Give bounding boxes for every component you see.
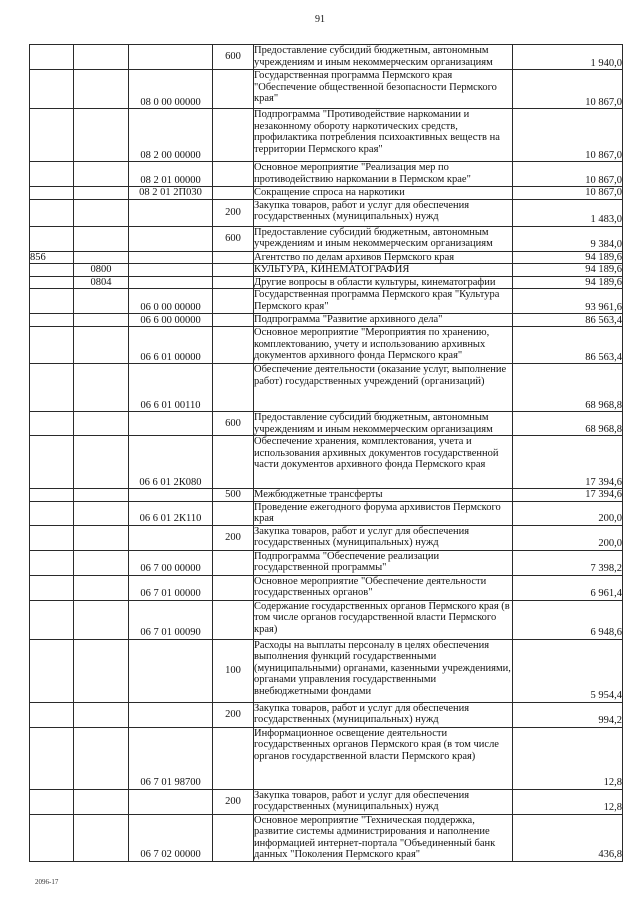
cell-target-article-code: 06 7 01 00090 [129, 600, 213, 639]
cell-section-code [74, 364, 129, 412]
cell-section-code [74, 575, 129, 600]
cell-section-code [74, 70, 129, 109]
cell-ministry-code [30, 264, 74, 277]
cell-item-name: Обеспечение деятельности (оказание услуг, выполнение работ) государственных учреждений (организаций) [254, 364, 513, 412]
table-row [30, 199, 623, 226]
cell-expense-type-code: 200 [213, 702, 254, 727]
cell-expense-type-code [213, 162, 254, 187]
cell-amount: 12,8 [513, 727, 623, 789]
cell-target-article-code: 06 7 01 00000 [129, 575, 213, 600]
cell-expense-type-code [213, 436, 254, 489]
cell-amount: 1 940,0 [513, 45, 623, 70]
cell-ministry-code [30, 109, 74, 162]
table-row [30, 412, 623, 436]
table-row [30, 314, 623, 327]
cell-target-article-code [129, 276, 213, 289]
table-row [30, 489, 623, 502]
cell-ministry-code [30, 814, 74, 861]
cell-expense-type-code [213, 600, 254, 639]
cell-ministry-code [30, 489, 74, 502]
cell-ministry-code [30, 525, 74, 550]
cell-expense-type-code: 200 [213, 199, 254, 226]
cell-ministry-code [30, 436, 74, 489]
cell-section-code [74, 436, 129, 489]
cell-expense-type-code: 600 [213, 226, 254, 251]
cell-target-article-code: 06 7 00 00000 [129, 550, 213, 575]
cell-expense-type-code: 100 [213, 639, 254, 702]
cell-amount: 10 867,0 [513, 109, 623, 162]
cell-amount: 86 563,4 [513, 327, 623, 364]
cell-section-code [74, 251, 129, 264]
cell-ministry-code [30, 600, 74, 639]
cell-target-article-code: 06 7 01 98700 [129, 727, 213, 789]
table-row [30, 264, 623, 277]
cell-item-name: КУЛЬТУРА, КИНЕМАТОГРАФИЯ [254, 264, 513, 277]
cell-section-code [74, 501, 129, 525]
table-row [30, 702, 623, 727]
table-row [30, 436, 623, 489]
cell-expense-type-code [213, 70, 254, 109]
table-row [30, 327, 623, 364]
cell-item-name: Подпрограмма "Обеспечение реализации государственной программы" [254, 550, 513, 575]
cell-section-code [74, 314, 129, 327]
cell-section-code [74, 327, 129, 364]
cell-target-article-code: 06 6 01 2К080 [129, 436, 213, 489]
budget-table [29, 44, 623, 862]
cell-section-code [74, 639, 129, 702]
cell-ministry-code [30, 550, 74, 575]
cell-item-name: Предоставление субсидий бюджетным, автономным учреждениям и иным некоммерческим организациям [254, 412, 513, 436]
cell-target-article-code: 06 6 01 2К110 [129, 501, 213, 525]
cell-item-name: Закупка товаров, работ и услуг для обеспечения государственных (муниципальных) нужд [254, 789, 513, 814]
cell-section-code [74, 600, 129, 639]
table-row [30, 70, 623, 109]
cell-expense-type-code [213, 251, 254, 264]
cell-ministry-code [30, 639, 74, 702]
cell-target-article-code [129, 639, 213, 702]
cell-ministry-code [30, 575, 74, 600]
cell-amount: 94 189,6 [513, 264, 623, 277]
table-row [30, 575, 623, 600]
cell-item-name: Государственная программа Пермского края "Обеспечение общественной безопасности Пермского края" [254, 70, 513, 109]
cell-expense-type-code [213, 814, 254, 861]
cell-ministry-code [30, 226, 74, 251]
cell-section-code [74, 489, 129, 502]
cell-section-code [74, 289, 129, 314]
cell-target-article-code [129, 251, 213, 264]
cell-amount: 1 483,0 [513, 199, 623, 226]
cell-ministry-code [30, 289, 74, 314]
cell-ministry-code [30, 327, 74, 364]
cell-amount: 10 867,0 [513, 70, 623, 109]
cell-item-name: Основное мероприятие "Техническая поддержка, развитие системы администрирования и наполнение информацией интернет-портала "Объединенный банк данных "Поколения Пермского края" [254, 814, 513, 861]
cell-section-code [74, 814, 129, 861]
cell-item-name: Предоставление субсидий бюджетным, автономным учреждениям и иным некоммерческим организациям [254, 45, 513, 70]
cell-expense-type-code [213, 264, 254, 277]
table-row [30, 639, 623, 702]
cell-target-article-code [129, 789, 213, 814]
table-row [30, 109, 623, 162]
cell-target-article-code [129, 412, 213, 436]
cell-target-article-code: 06 6 01 00110 [129, 364, 213, 412]
cell-section-code [74, 45, 129, 70]
table-row [30, 364, 623, 412]
cell-item-name: Закупка товаров, работ и услуг для обеспечения государственных (муниципальных) нужд [254, 702, 513, 727]
cell-amount: 5 954,4 [513, 639, 623, 702]
cell-amount: 17 394,6 [513, 489, 623, 502]
table-row [30, 550, 623, 575]
cell-expense-type-code [213, 109, 254, 162]
cell-ministry-code [30, 199, 74, 226]
cell-amount: 7 398,2 [513, 550, 623, 575]
cell-amount: 10 867,0 [513, 162, 623, 187]
cell-section-code [74, 412, 129, 436]
cell-item-name: Информационное освещение деятельности государственных органов Пермского края (в том числе органов государственной власти Пермского края) [254, 727, 513, 789]
cell-section-code: 0800 [74, 264, 129, 277]
cell-expense-type-code [213, 289, 254, 314]
cell-section-code [74, 550, 129, 575]
cell-target-article-code [129, 702, 213, 727]
footer-document-code: 2096-17 [35, 878, 59, 886]
cell-expense-type-code [213, 550, 254, 575]
cell-ministry-code [30, 45, 74, 70]
table-row [30, 727, 623, 789]
cell-amount: 9 384,0 [513, 226, 623, 251]
cell-target-article-code: 06 0 00 00000 [129, 289, 213, 314]
cell-item-name: Агентство по делам архивов Пермского края [254, 251, 513, 264]
cell-target-article-code [129, 489, 213, 502]
table-row [30, 45, 623, 70]
cell-item-name: Обеспечение хранения, комплектования, учета и использования архивных документов государственной части документов архивного фонда Пермского края [254, 436, 513, 489]
cell-section-code [74, 702, 129, 727]
cell-item-name: Содержание государственных органов Пермского края (в том числе органов государственной власти Пермского края) [254, 600, 513, 639]
table-row [30, 600, 623, 639]
cell-amount: 200,0 [513, 525, 623, 550]
cell-ministry-code [30, 162, 74, 187]
cell-item-name: Государственная программа Пермского края "Культура Пермского края" [254, 289, 513, 314]
cell-section-code: 0804 [74, 276, 129, 289]
cell-target-article-code: 06 6 00 00000 [129, 314, 213, 327]
table-row [30, 226, 623, 251]
cell-target-article-code: 08 2 01 2П030 [129, 187, 213, 200]
cell-amount: 86 563,4 [513, 314, 623, 327]
cell-item-name: Проведение ежегодного форума архивистов Пермского края [254, 501, 513, 525]
cell-expense-type-code: 600 [213, 45, 254, 70]
cell-ministry-code [30, 789, 74, 814]
cell-amount: 68 968,8 [513, 364, 623, 412]
cell-target-article-code: 08 2 00 00000 [129, 109, 213, 162]
cell-ministry-code: 856 [30, 251, 74, 264]
cell-expense-type-code [213, 327, 254, 364]
cell-expense-type-code: 500 [213, 489, 254, 502]
cell-section-code [74, 525, 129, 550]
cell-target-article-code: 06 7 02 00000 [129, 814, 213, 861]
cell-item-name: Закупка товаров, работ и услуг для обеспечения государственных (муниципальных) нужд [254, 525, 513, 550]
cell-section-code [74, 727, 129, 789]
cell-target-article-code: 06 6 01 00000 [129, 327, 213, 364]
cell-item-name: Расходы на выплаты персоналу в целях обеспечения выполнения функций государственными (муниципальными) органами, казенными учреждениями, органами управления государственными внебюджетными фондами [254, 639, 513, 702]
cell-item-name: Другие вопросы в области культуры, кинематографии [254, 276, 513, 289]
table-row [30, 814, 623, 861]
cell-section-code [74, 109, 129, 162]
cell-target-article-code [129, 525, 213, 550]
cell-expense-type-code [213, 727, 254, 789]
cell-amount: 6 948,6 [513, 600, 623, 639]
cell-amount: 68 968,8 [513, 412, 623, 436]
cell-target-article-code: 08 2 01 00000 [129, 162, 213, 187]
cell-amount: 93 961,6 [513, 289, 623, 314]
cell-expense-type-code [213, 501, 254, 525]
cell-ministry-code [30, 187, 74, 200]
cell-ministry-code [30, 501, 74, 525]
cell-expense-type-code [213, 575, 254, 600]
cell-item-name: Подпрограмма "Развитие архивного дела" [254, 314, 513, 327]
cell-section-code [74, 789, 129, 814]
table-row [30, 501, 623, 525]
cell-amount: 200,0 [513, 501, 623, 525]
table-row [30, 187, 623, 200]
cell-item-name: Подпрограмма "Противодействие наркомании и незаконному обороту наркотических средств, профилактика потребления психоактивных веществ на территории Пермского края" [254, 109, 513, 162]
cell-section-code [74, 226, 129, 251]
cell-amount: 94 189,6 [513, 251, 623, 264]
table-row [30, 251, 623, 264]
cell-section-code [74, 162, 129, 187]
cell-expense-type-code [213, 364, 254, 412]
cell-target-article-code [129, 45, 213, 70]
cell-ministry-code [30, 276, 74, 289]
cell-amount: 10 867,0 [513, 187, 623, 200]
cell-ministry-code [30, 70, 74, 109]
cell-item-name: Основное мероприятие "Обеспечение деятельности государственных органов" [254, 575, 513, 600]
table-row [30, 289, 623, 314]
cell-expense-type-code: 600 [213, 412, 254, 436]
cell-item-name: Сокращение спроса на наркотики [254, 187, 513, 200]
cell-expense-type-code [213, 276, 254, 289]
table-row [30, 276, 623, 289]
table-row [30, 789, 623, 814]
cell-amount: 94 189,6 [513, 276, 623, 289]
cell-expense-type-code: 200 [213, 525, 254, 550]
cell-amount: 994,2 [513, 702, 623, 727]
cell-target-article-code [129, 199, 213, 226]
cell-ministry-code [30, 314, 74, 327]
cell-section-code [74, 199, 129, 226]
cell-item-name: Основное мероприятие "Реализация мер по противодействию наркомании в Пермском крае" [254, 162, 513, 187]
cell-expense-type-code [213, 314, 254, 327]
table-row [30, 525, 623, 550]
cell-ministry-code [30, 364, 74, 412]
cell-expense-type-code: 200 [213, 789, 254, 814]
cell-amount: 6 961,4 [513, 575, 623, 600]
cell-expense-type-code [213, 187, 254, 200]
cell-item-name: Предоставление субсидий бюджетным, автономным учреждениям и иным некоммерческим организациям [254, 226, 513, 251]
cell-target-article-code [129, 264, 213, 277]
cell-ministry-code [30, 727, 74, 789]
cell-ministry-code [30, 412, 74, 436]
cell-target-article-code [129, 226, 213, 251]
cell-target-article-code: 08 0 00 00000 [129, 70, 213, 109]
cell-ministry-code [30, 702, 74, 727]
cell-item-name: Закупка товаров, работ и услуг для обеспечения государственных (муниципальных) нужд [254, 199, 513, 226]
cell-item-name: Межбюджетные трансферты [254, 489, 513, 502]
cell-amount: 17 394,6 [513, 436, 623, 489]
cell-amount: 436,8 [513, 814, 623, 861]
cell-section-code [74, 187, 129, 200]
cell-amount: 12,8 [513, 789, 623, 814]
page-number: 91 [315, 14, 325, 25]
budget-table-body [30, 45, 623, 862]
cell-item-name: Основное мероприятие "Мероприятия по хранению, комплектованию, учету и использованию архивных документов архивного фонда Пермского края" [254, 327, 513, 364]
table-row [30, 162, 623, 187]
